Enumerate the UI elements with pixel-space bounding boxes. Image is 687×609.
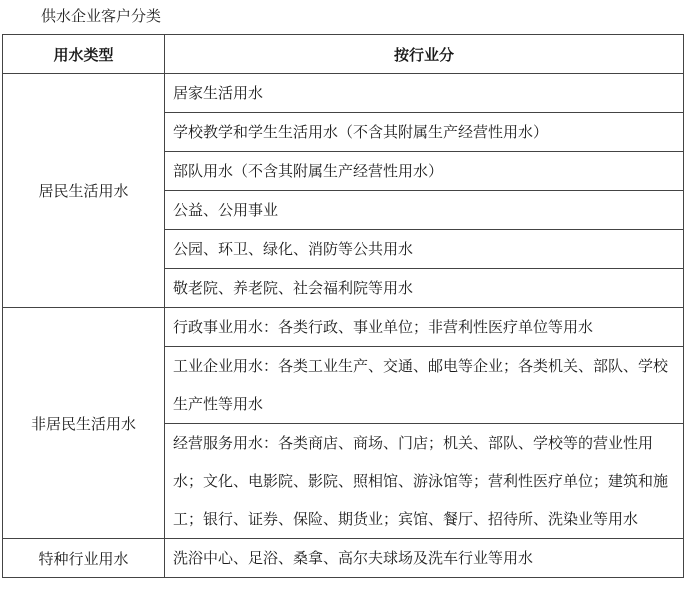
type-cell-special-industry: 特种行业用水 [3,539,165,578]
type-cell-non-residential: 非居民生活用水 [3,308,165,539]
table-row [3,74,684,113]
header-row [3,35,684,74]
industry-cell: 部队用水（不含其附属生产经营性用水） [165,152,684,191]
industry-cell: 洗浴中心、足浴、桑拿、高尔夫球场及洗车行业等用水 [165,539,684,578]
header-by-industry: 按行业分 [165,35,684,74]
industry-cell: 敬老院、养老院、社会福利院等用水 [165,269,684,308]
industry-cell: 居家生活用水 [165,74,684,113]
table-row [3,539,684,578]
industry-cell: 工业企业用水：各类工业生产、交通、邮电等企业；各类机关、部队、学校生产性等用水 [165,347,684,424]
industry-cell: 经营服务用水：各类商店、商场、门店；机关、部队、学校等的营业性用水；文化、电影院、影院、照相馆、游泳馆等；营利性医疗单位；建筑和施工；银行、证券、保险、期货业；宾馆、餐厅、招待所、洗染业等用水 [165,424,684,539]
header-water-type: 用水类型 [3,35,165,74]
type-cell-residential: 居民生活用水 [3,74,165,308]
industry-cell: 公益、公用事业 [165,191,684,230]
industry-cell: 行政事业用水：各类行政、事业单位；非营利性医疗单位等用水 [165,308,684,347]
industry-cell: 公园、环卫、绿化、消防等公共用水 [165,230,684,269]
customer-classification-table [2,34,684,578]
industry-cell: 学校教学和学生生活用水（不含其附属生产经营性用水） [165,113,684,152]
table-caption: 供水企业客户分类 [41,7,162,25]
table-row [3,308,684,347]
